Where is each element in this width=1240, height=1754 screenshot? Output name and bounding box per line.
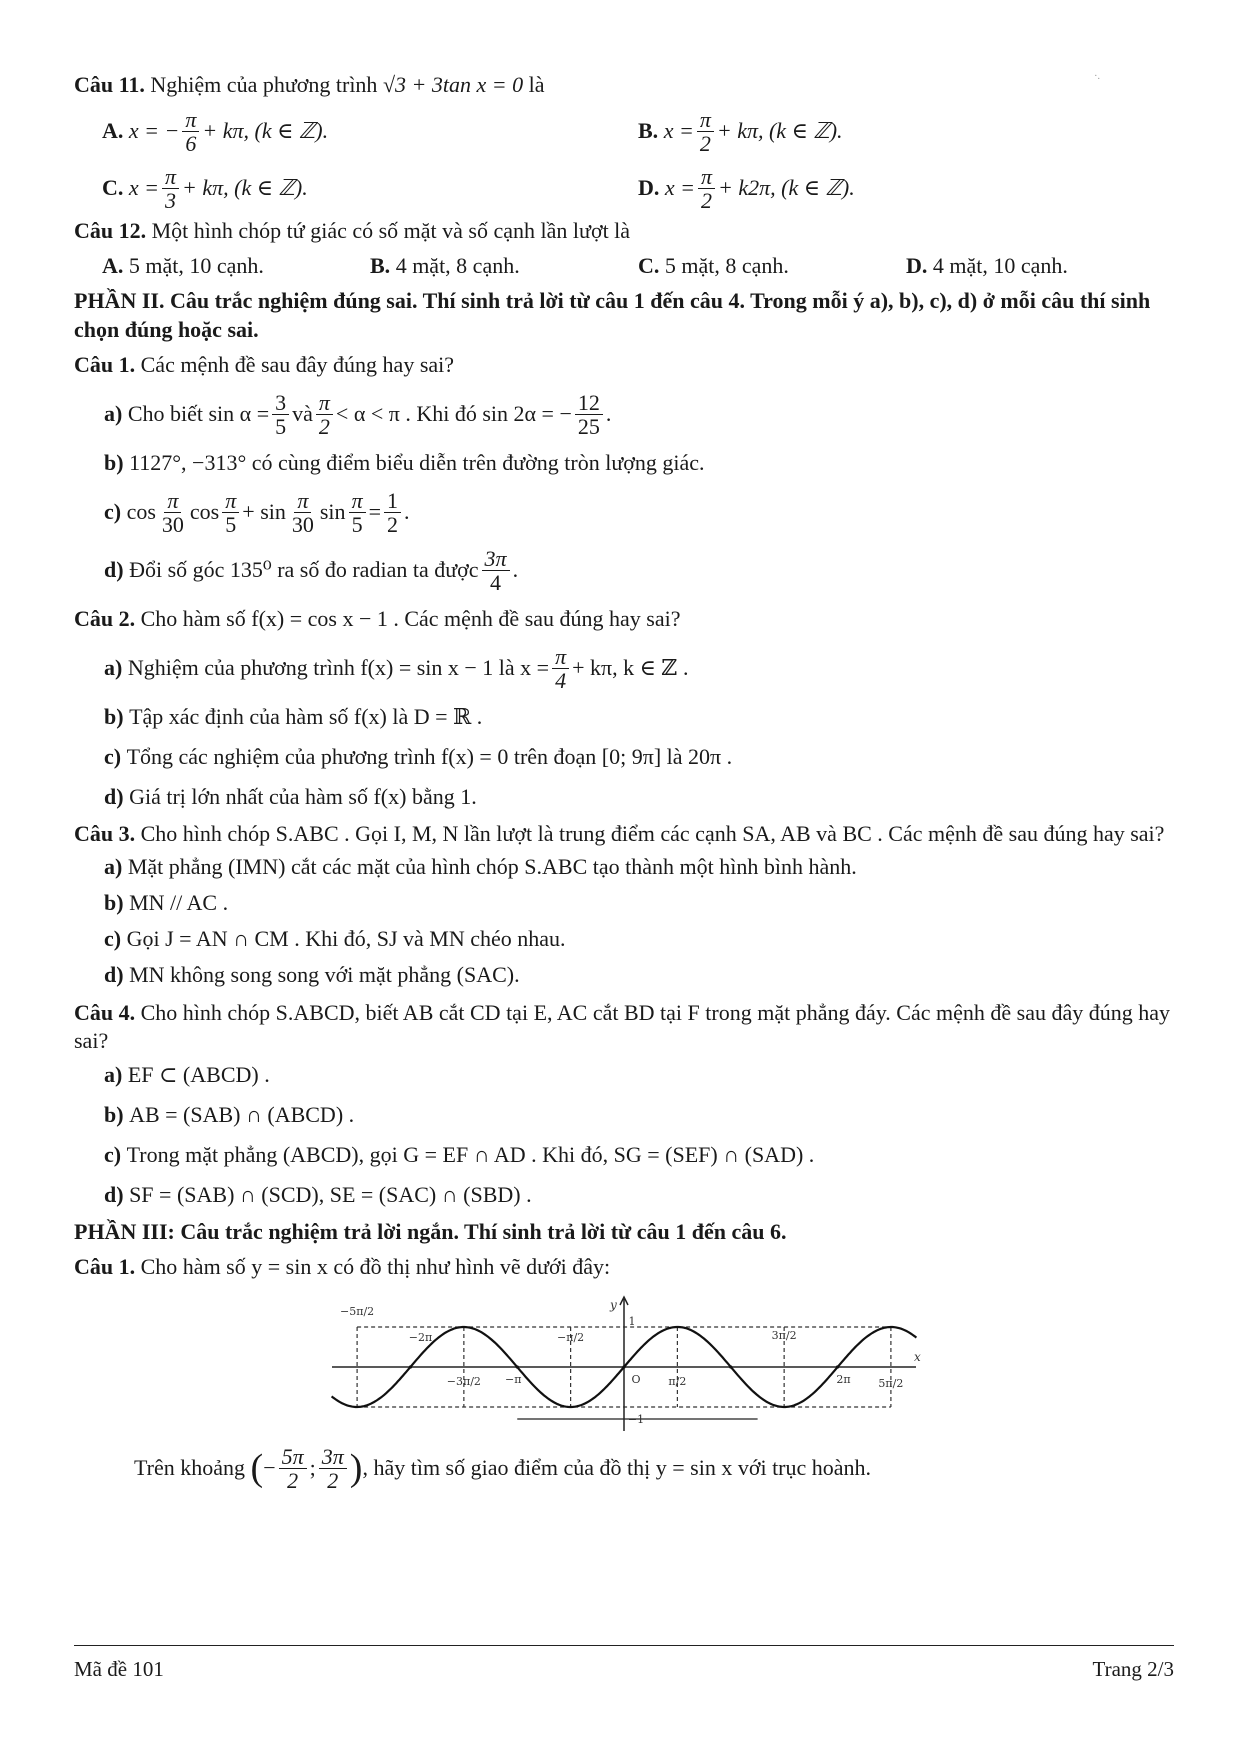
tick-label: −5π/2 (340, 1304, 375, 1318)
statement-label: d) (104, 1181, 124, 1207)
q11-equation: √3 + 3tan x = 0 (382, 71, 524, 97)
statement-label: a) (104, 400, 123, 426)
question-text: Trên khoảng (134, 1455, 246, 1481)
fraction (182, 108, 199, 155)
question-text: Cho hàm số y = sin x có đồ thị như hình vẽ dưới đây: (140, 1254, 611, 1280)
denominator: 30 (161, 511, 184, 537)
option-text: 4 mặt, 10 cạnh. (932, 253, 1068, 279)
tick-label: 5π/2 (878, 1376, 904, 1390)
statement-text: cos (126, 498, 156, 524)
statement-text: + kπ, k ∈ ℤ . (572, 654, 689, 680)
numerator: 1 (384, 489, 401, 513)
q12-label: Câu 12. (74, 218, 147, 244)
denominator: 4 (555, 667, 567, 693)
q11-option-a[interactable] (102, 108, 638, 155)
statement-label: b) (104, 703, 124, 729)
numerator: π (162, 165, 179, 189)
question-text: , hãy tìm số giao điểm của đồ thị y = sin x với trục hoành. (362, 1455, 872, 1481)
scan-mark: ·. (1094, 71, 1100, 82)
q11-option-b[interactable] (638, 108, 1174, 155)
zero-point (516, 1365, 519, 1368)
option-text: + kπ, (k ∈ ℤ). (182, 175, 308, 201)
statement-label: d) (104, 783, 124, 809)
statement-text: EF ⊂ (ABCD) . (127, 1061, 270, 1087)
option-letter: C. (102, 175, 124, 201)
question-label: Câu 1. (74, 351, 136, 377)
statement-text: Mặt phẳng (IMN) cắt các mặt của hình chóp S.ABC tạo thành một hình bình hành. (127, 854, 857, 880)
numerator: 3 (272, 391, 289, 415)
page-footer (74, 1645, 1174, 1683)
numerator: 3π (482, 547, 510, 571)
q12-option-d[interactable] (906, 252, 1174, 281)
zero-point (836, 1365, 839, 1368)
p2q2-statement-a (74, 642, 1174, 694)
fraction (698, 165, 715, 212)
tick-label: −π/2 (557, 1330, 585, 1344)
option-text: 5 mặt, 8 cạnh. (664, 253, 789, 279)
exam-page (74, 68, 1174, 1501)
statement-text: = (368, 498, 382, 524)
statement-label: d) (104, 556, 124, 582)
denominator: 2 (699, 131, 711, 157)
option-letter: D. (906, 253, 928, 279)
statement-text: Cho biết sin α = (127, 400, 270, 426)
numerator: π (698, 165, 715, 189)
denominator: 5 (351, 511, 363, 537)
p2q2-statement-b (74, 700, 1174, 734)
q12-option-c[interactable] (638, 252, 906, 281)
statement-label: b) (104, 1101, 124, 1127)
q11-option-d[interactable] (638, 165, 1174, 212)
option-text: 4 mặt, 8 cạnh. (395, 253, 520, 279)
statement-label: c) (104, 1141, 122, 1167)
y-axis-label: y (610, 1297, 617, 1312)
fraction (552, 645, 569, 692)
tick-label: π/2 (668, 1374, 687, 1388)
statement-label: b) (104, 449, 124, 475)
p3q1-question (74, 1443, 1174, 1495)
q12-option-a[interactable] (102, 252, 370, 281)
statement-text: Gọi J = AN ∩ CM . Khi đó, SJ và MN chéo nhau. (126, 926, 566, 952)
p2q1-statement-b (74, 446, 1174, 480)
q11-stem (74, 68, 1174, 102)
statement-text: . (512, 556, 519, 582)
paren-close: ) (349, 1446, 363, 1489)
statement-label: a) (104, 654, 123, 680)
p2q2-stem (74, 602, 1174, 636)
tick-label: O (631, 1372, 641, 1386)
option-text: x = (663, 118, 694, 144)
statement-text: Đổi số góc 135⁰ ra số đo radian ta được (129, 556, 479, 582)
q11-text: Nghiệm của phương trình (150, 71, 378, 97)
option-text: x = − (128, 118, 180, 144)
tick-label: 1 (628, 1314, 636, 1328)
separator: ; (309, 1455, 316, 1481)
question-text: Cho hàm số f(x) = cos x − 1 . Các mệnh đề sau đúng hay sai? (140, 605, 681, 631)
question-label: Câu 3. (74, 821, 136, 847)
numerator: π (349, 489, 366, 513)
fraction (279, 1445, 307, 1492)
denominator: 25 (577, 413, 600, 439)
question-text: Các mệnh đề sau đây đúng hay sai? (140, 351, 455, 377)
denominator: 30 (291, 511, 314, 537)
p2q4-statement-d (74, 1178, 1174, 1212)
statement-text: < α < π . Khi đó sin 2α = − (335, 400, 572, 426)
statement-text: MN // AC . (129, 890, 229, 916)
denominator: 4 (490, 569, 502, 595)
tick-label: −3π/2 (446, 1374, 481, 1388)
p2q2-statement-d (74, 780, 1174, 814)
numerator: 12 (575, 391, 603, 415)
statement-text: AB = (SAB) ∩ (ABCD) . (129, 1101, 355, 1127)
p2q3-statement-a (74, 851, 1174, 885)
p2q4-statement-b (74, 1098, 1174, 1132)
statement-text: Trong mặt phẳng (ABCD), gọi G = EF ∩ AD . Khi đó, SG = (SEF) ∩ (SAD) . (126, 1141, 815, 1167)
p2q1-statement-d (74, 544, 1174, 596)
option-text: x = (664, 175, 696, 201)
statement-label: c) (104, 743, 122, 769)
denominator: 2 (318, 413, 330, 439)
option-text: + kπ, (k ∈ ℤ). (716, 118, 843, 144)
fraction (162, 165, 179, 212)
statement-text: Tổng các nghiệm của phương trình f(x) = 0 trên đoạn [0; 9π] là 20π . (126, 743, 733, 769)
option-text: 5 mặt, 10 cạnh. (128, 253, 264, 279)
p2q1-statement-c (74, 486, 1174, 538)
q12-options (74, 252, 1174, 281)
statement-text: SF = (SAB) ∩ (SCD), SE = (SAC) ∩ (SBD) . (129, 1181, 532, 1207)
statement-text: Tập xác định của hàm số f(x) là D = ℝ . (129, 703, 483, 729)
fraction (349, 489, 366, 536)
fraction (316, 391, 333, 438)
zero-point (729, 1365, 732, 1368)
sine-graph-wrap (74, 1295, 1174, 1435)
statement-text: 1127°, −313° có cùng điểm biểu diễn trên đường tròn lượng giác. (129, 449, 705, 475)
statement-text: sin (319, 498, 346, 524)
statement-label: d) (104, 962, 124, 988)
statement-text: Nghiệm của phương trình f(x) = sin x − 1 là x = (127, 654, 550, 680)
statement-label: c) (104, 498, 122, 524)
q12-option-b[interactable] (370, 252, 638, 281)
option-text: + kπ, (k ∈ ℤ). (202, 118, 329, 144)
zero-point (622, 1365, 625, 1368)
q12-stem (74, 214, 1174, 248)
tick-label: −2π (408, 1330, 433, 1344)
q11-label: Câu 11. (74, 71, 145, 97)
numerator: 3π (319, 1445, 347, 1469)
denominator: 2 (701, 188, 713, 214)
option-letter: D. (638, 175, 660, 201)
numerator: 5π (279, 1445, 307, 1469)
numerator: π (697, 108, 714, 132)
denominator: 2 (287, 1468, 299, 1494)
fraction (272, 391, 289, 438)
numerator: π (294, 489, 311, 513)
tick-label: −π (505, 1372, 522, 1386)
p3q1-stem (74, 1251, 1174, 1285)
p2q3-stem (74, 820, 1174, 849)
denominator: 5 (275, 413, 287, 439)
question-label: Câu 1. (74, 1254, 136, 1280)
statement-text: MN không song song với mặt phẳng (SAC). (129, 962, 520, 988)
fraction (289, 489, 317, 536)
p2q1-statement-a (74, 388, 1174, 440)
denominator: 2 (327, 1468, 339, 1494)
numerator: π (182, 108, 199, 132)
statement-text: cos (189, 498, 220, 524)
numerator: π (222, 489, 239, 513)
fraction (319, 1445, 347, 1492)
option-letter: A. (102, 253, 124, 279)
p2q3-statement-c (74, 923, 1174, 957)
q12-text: Một hình chóp tứ giác có số mặt và số cạnh lần lượt là (151, 218, 631, 244)
sine-graph (324, 1295, 924, 1435)
tick-label: 2π (836, 1372, 851, 1386)
p2q4-statement-a (74, 1058, 1174, 1092)
option-letter: B. (638, 118, 659, 144)
statement-text: . (404, 498, 410, 524)
p2q4-statement-c (74, 1138, 1174, 1172)
numerator: π (164, 489, 181, 513)
statement-label: c) (104, 926, 122, 952)
numerator: π (552, 645, 569, 669)
p2q2-statement-c (74, 740, 1174, 774)
statement-text: và (292, 400, 313, 426)
option-letter: A. (102, 118, 124, 144)
statement-label: a) (104, 1061, 123, 1087)
p2q4-stem (74, 999, 1174, 1056)
question-label: Câu 4. (74, 999, 136, 1025)
fraction (222, 489, 239, 536)
paren-open: ( (250, 1446, 264, 1489)
question-label: Câu 2. (74, 605, 136, 631)
part3-title: PHẦN III: Câu trắc nghiệm trả lời ngắn. Thí sinh trả lời từ câu 1 đến câu 6. (74, 1218, 787, 1244)
part2-title: PHẦN II. Câu trắc nghiệm đúng sai. Thí sinh trả lời từ câu 1 đến câu 4. Trong mỗi ý a), b), c), d) ở mỗi câu thí sinh chọn đúng hoặc sai. (74, 287, 1151, 342)
option-letter: C. (638, 253, 660, 279)
option-text: + k2π, (k ∈ ℤ). (718, 175, 855, 201)
question-text: Cho hình chóp S.ABC . Gọi I, M, N lần lượt là trung điểm các cạnh SA, AB và BC . Các mệnh đề sau đúng hay sai? (140, 821, 1165, 847)
fraction (384, 489, 401, 536)
question-text: Cho hình chóp S.ABCD, biết AB cắt CD tại E, AC cắt BD tại F trong mặt phẳng đáy. Các mệnh đề sau đây đúng hay sai? (74, 999, 1171, 1054)
denominator: 3 (165, 188, 177, 214)
fraction (159, 489, 187, 536)
statement-label: b) (104, 890, 124, 916)
statement-text: + sin (242, 498, 286, 524)
statement-label: a) (104, 854, 123, 880)
tick-label: 3π/2 (771, 1328, 797, 1342)
fraction (697, 108, 714, 155)
denominator: 2 (387, 511, 399, 537)
exam-code: Mã đề 101 (74, 1657, 164, 1681)
denominator: 5 (225, 511, 237, 537)
option-text: x = (128, 175, 160, 201)
statement-text: Giá trị lớn nhất của hàm số f(x) bằng 1. (129, 783, 477, 809)
statement-text: . (605, 400, 612, 426)
p2q3-statement-d (74, 959, 1174, 993)
option-letter: B. (370, 253, 391, 279)
denominator: 6 (185, 131, 197, 157)
numerator: π (316, 391, 333, 415)
page-number: Trang 2/3 (1092, 1657, 1174, 1681)
p2q3-statement-b (74, 887, 1174, 921)
fraction (575, 391, 603, 438)
q11-option-c[interactable] (102, 165, 638, 212)
q11-tail: là (528, 71, 545, 97)
p2q1-stem (74, 348, 1174, 382)
x-axis-label: x (914, 1349, 921, 1364)
q11-options (74, 108, 1174, 212)
fraction (482, 547, 510, 594)
tick-label: −1 (627, 1412, 645, 1426)
zero-point (409, 1365, 412, 1368)
minus-sign: − (263, 1455, 276, 1481)
